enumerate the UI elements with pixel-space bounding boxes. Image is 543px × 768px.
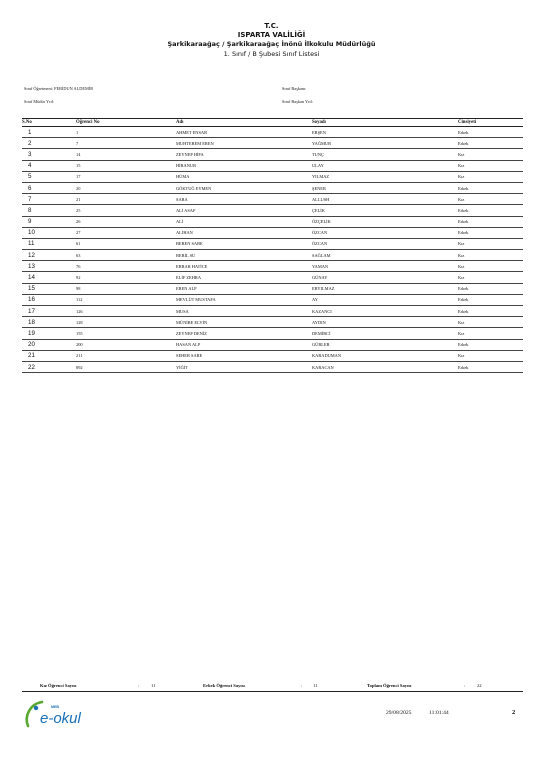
cell-student-no: 25 <box>76 205 176 216</box>
cell-gender: Erkek <box>458 339 523 350</box>
cell-name: MÜNİRE ELVİN <box>176 317 312 328</box>
table-row <box>22 317 523 328</box>
cell-surname: GÜNAY <box>312 272 458 283</box>
cell-name: ALİ ASAF <box>176 205 312 216</box>
cell-gender: Erkek <box>458 216 523 227</box>
cell-sno: 6 <box>22 182 76 193</box>
girls-separator: : <box>138 683 140 688</box>
cell-gender: Erkek <box>458 306 523 317</box>
print-date: 29/08/2025 <box>386 710 412 716</box>
table-row <box>22 261 523 272</box>
cell-student-no: 98 <box>76 283 176 294</box>
cell-sno: 7 <box>22 194 76 205</box>
girls-count-value: 11 <box>151 683 156 688</box>
table-row <box>22 294 523 305</box>
cell-gender: Erkek <box>458 205 523 216</box>
class-president-info: Sınıf Başkanı: <box>282 86 307 91</box>
cell-gender: Kız <box>458 160 523 171</box>
cell-student-no: 892 <box>76 361 176 372</box>
cell-sno: 21 <box>22 350 76 361</box>
cell-sno: 2 <box>22 138 76 149</box>
boys-separator: : <box>301 683 303 688</box>
cell-surname: ÖZCAN <box>312 238 458 249</box>
cell-sno: 10 <box>22 227 76 238</box>
logo-dot <box>34 706 38 710</box>
table-row <box>22 127 523 138</box>
cell-sno: 12 <box>22 250 76 261</box>
cell-surname: KARADUMAN <box>312 350 458 361</box>
cell-sno: 18 <box>22 317 76 328</box>
cell-surname: ÇELİK <box>312 205 458 216</box>
cell-student-no: 63 <box>76 250 176 261</box>
cell-gender: Kız <box>458 194 523 205</box>
cell-name: ELİF ZEHRA <box>176 272 312 283</box>
cell-surname: ULAY <box>312 160 458 171</box>
table-row <box>22 160 523 171</box>
header-governorship: ISPARTA VALİLİĞİ <box>237 31 306 39</box>
cell-name: HASAN ALP <box>176 339 312 350</box>
table-row <box>22 238 523 249</box>
cell-gender: Erkek <box>458 283 523 294</box>
table-row <box>22 216 523 227</box>
cell-sno: 20 <box>22 339 76 350</box>
table-row <box>22 138 523 149</box>
cell-name: ZEYNEP HİFA <box>176 149 312 160</box>
cell-gender: Kız <box>458 261 523 272</box>
cell-student-no: 92 <box>76 272 176 283</box>
cell-gender: Kız <box>458 238 523 249</box>
table-row <box>22 250 523 261</box>
cell-gender: Kız <box>458 272 523 283</box>
column-header-gender: Cinsiyeti <box>458 119 523 127</box>
cell-sno: 15 <box>22 283 76 294</box>
cell-student-no: 7 <box>76 138 176 149</box>
cell-name: GÖKTUĞ EYMEN <box>176 182 312 193</box>
table-row <box>22 328 523 339</box>
table-row <box>22 205 523 216</box>
cell-gender: Kız <box>458 149 523 160</box>
cell-gender: Kız <box>458 317 523 328</box>
cell-sno: 1 <box>22 127 76 138</box>
table-body <box>22 127 523 373</box>
cell-sno: 3 <box>22 149 76 160</box>
teacher-info: Sınıf Öğretmeni: FERİDUN ALDEMİR <box>24 86 94 91</box>
cell-sno: 5 <box>22 171 76 182</box>
cell-student-no: 26 <box>76 216 176 227</box>
header-school: Şarkikaraağaç / Şarkikaraağaç İnönü İlkokulu Müdürlüğü <box>167 40 376 48</box>
cell-name: HİRANUR <box>176 160 312 171</box>
cell-sno: 16 <box>22 294 76 305</box>
cell-sno: 9 <box>22 216 76 227</box>
table-row <box>22 149 523 160</box>
e-okul-logo <box>22 696 94 732</box>
column-header-name: Adı <box>176 119 312 127</box>
total-separator: : <box>464 683 466 688</box>
total-count-value: 22 <box>477 683 482 688</box>
cell-gender: Erkek <box>458 294 523 305</box>
boys-count-value: 11 <box>313 683 318 688</box>
cell-gender: Erkek <box>458 138 523 149</box>
table-row <box>22 339 523 350</box>
total-count-label: Toplam Öğrenci Sayısı <box>367 683 412 688</box>
column-header-surname: Soyadı <box>312 119 458 127</box>
girls-count-label: Kız Öğrenci Sayısı <box>40 683 77 688</box>
document-header <box>0 22 543 59</box>
table-row <box>22 272 523 283</box>
cell-student-no: 14 <box>76 149 176 160</box>
cell-surname: YAMAN <box>312 261 458 272</box>
cell-surname: ERŞEN <box>312 127 458 138</box>
cell-name: ALİ <box>176 216 312 227</box>
cell-name: HÜMA <box>176 171 312 182</box>
cell-student-no: 20 <box>76 182 176 193</box>
cell-student-no: 61 <box>76 238 176 249</box>
table-row <box>22 361 523 372</box>
table-row <box>22 283 523 294</box>
cell-gender: Erkek <box>458 361 523 372</box>
cell-surname: KAZANCI <box>312 306 458 317</box>
cell-name: ALİHAN <box>176 227 312 238</box>
cell-surname: AYDIN <box>312 317 458 328</box>
logo-e-okul-text: e-okul <box>40 710 81 727</box>
cell-student-no: 76 <box>76 261 176 272</box>
cell-surname: SAĞLAM <box>312 250 458 261</box>
cell-gender: Kız <box>458 250 523 261</box>
cell-surname: TUNÇ <box>312 149 458 160</box>
table-row <box>22 171 523 182</box>
vice-president-info: Sınıf Başkan Yrd: <box>282 99 313 104</box>
cell-gender: Kız <box>458 350 523 361</box>
cell-gender: Kız <box>458 171 523 182</box>
cell-name: YİĞİT <box>176 361 312 372</box>
cell-name: AHMET ENSAR <box>176 127 312 138</box>
cell-surname: AY <box>312 294 458 305</box>
cell-sno: 8 <box>22 205 76 216</box>
cell-name: ZEYNEP DENİZ <box>176 328 312 339</box>
cell-student-no: 155 <box>76 328 176 339</box>
cell-surname: DEMİRCİ <box>312 328 458 339</box>
cell-sno: 22 <box>22 361 76 372</box>
cell-surname: ŞENER <box>312 182 458 193</box>
boys-count-label: Erkek Öğrenci Sayısı <box>203 683 245 688</box>
cell-sno: 4 <box>22 160 76 171</box>
cell-sno: 14 <box>22 272 76 283</box>
table-row <box>22 227 523 238</box>
column-header-student-no: Öğrenci No <box>76 119 176 127</box>
cell-student-no: 15 <box>76 160 176 171</box>
cell-student-no: 21 <box>76 194 176 205</box>
cell-sno: 13 <box>22 261 76 272</box>
cell-sno: 17 <box>22 306 76 317</box>
cell-gender: Kız <box>458 328 523 339</box>
cell-name: SEHER SARE <box>176 350 312 361</box>
header-country: T.C. <box>264 22 279 30</box>
table-row <box>22 306 523 317</box>
cell-student-no: 17 <box>76 171 176 182</box>
cell-name: BEREN SARE <box>176 238 312 249</box>
cell-student-no: 112 <box>76 294 176 305</box>
cell-name: SARA <box>176 194 312 205</box>
cell-gender: Erkek <box>458 182 523 193</box>
cell-name: MEVLÜT MUSTAFA <box>176 294 312 305</box>
student-list-table <box>22 118 523 373</box>
cell-student-no: 211 <box>76 350 176 361</box>
page-number: 2 <box>512 709 516 716</box>
cell-name: MUSA <box>176 306 312 317</box>
table-row <box>22 182 523 193</box>
cell-student-no: 200 <box>76 339 176 350</box>
cell-sno: 11 <box>22 238 76 249</box>
logo-meb-text: MEB <box>51 705 59 709</box>
cell-student-no: 1 <box>76 127 176 138</box>
column-header-sno: S.No <box>22 119 76 127</box>
cell-student-no: 126 <box>76 306 176 317</box>
summary-footer <box>22 681 523 692</box>
cell-surname: YILMAZ <box>312 171 458 182</box>
cell-surname: YAĞMUR <box>312 138 458 149</box>
cell-surname: GÜRLER <box>312 339 458 350</box>
cell-student-no: 27 <box>76 227 176 238</box>
cell-surname: ÖZCAN <box>312 227 458 238</box>
cell-surname: KARACAN <box>312 361 458 372</box>
cell-sno: 19 <box>22 328 76 339</box>
cell-gender: Erkek <box>458 127 523 138</box>
header-class-list-title: 1. Sınıf / B Şubesi Sınıf Listesi <box>223 50 320 58</box>
cell-surname: ÖZÇELİK <box>312 216 458 227</box>
cell-student-no: 128 <box>76 317 176 328</box>
cell-surname: ERYILMAZ <box>312 283 458 294</box>
cell-name: MUHTEREM EREN <box>176 138 312 149</box>
cell-name: BERİL SU <box>176 250 312 261</box>
table-row <box>22 194 523 205</box>
print-time: 11:01:44 <box>429 710 449 716</box>
cell-gender: Erkek <box>458 227 523 238</box>
cell-name: EBRAR HATİCE <box>176 261 312 272</box>
vice-principal-info: Sınıf Müdür Yrd: <box>24 99 54 104</box>
cell-name: EREN ALP <box>176 283 312 294</box>
table-row <box>22 350 523 361</box>
table-header-row <box>22 119 523 127</box>
cell-surname: ALLUSH <box>312 194 458 205</box>
